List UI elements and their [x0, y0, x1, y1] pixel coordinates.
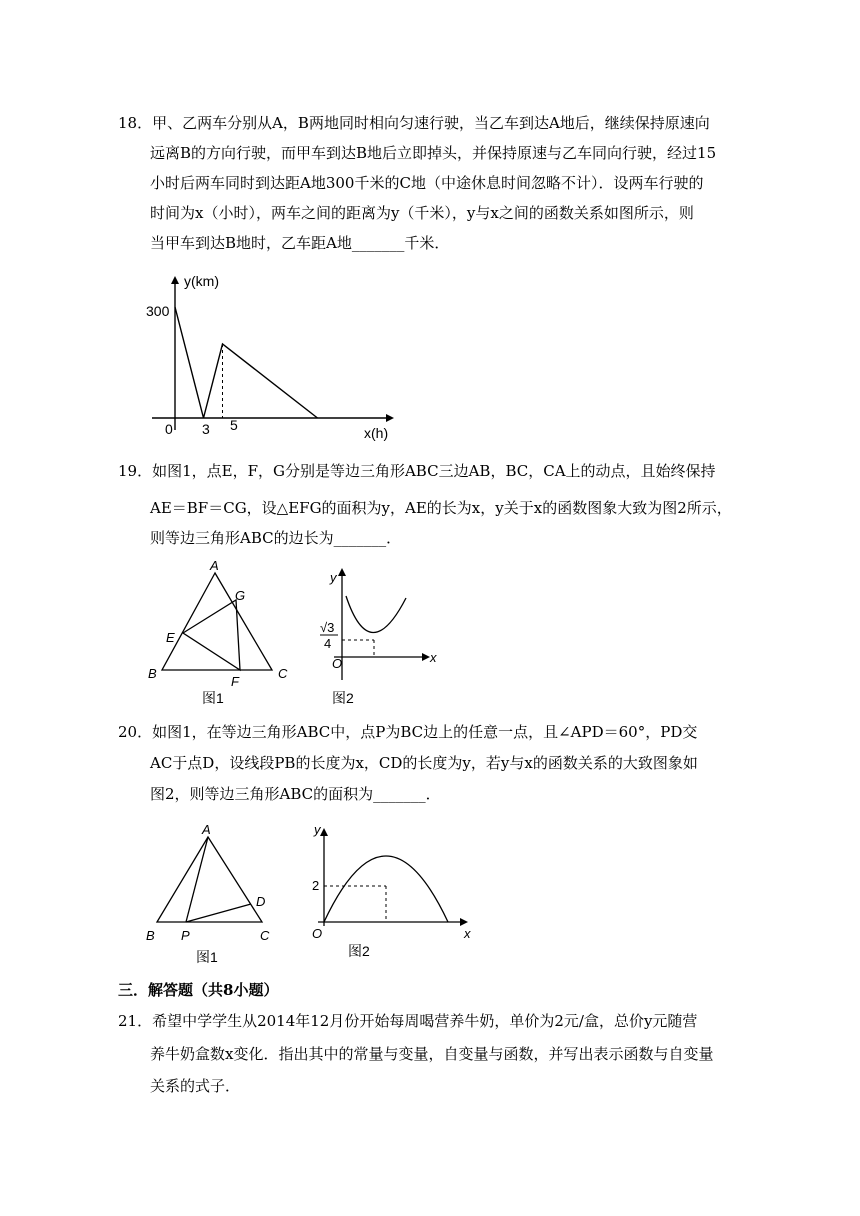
- label-c: C: [278, 666, 288, 681]
- label-b: B: [148, 666, 157, 681]
- y-axis-label: y(km): [184, 273, 219, 289]
- label-d: D: [256, 894, 266, 909]
- label-e: E: [166, 630, 175, 645]
- label-a: A: [202, 822, 211, 837]
- q21-line-3: 关系的式子．: [150, 1077, 241, 1095]
- x-label: x: [430, 650, 437, 665]
- label-c: C: [260, 928, 270, 943]
- x-axis-arrow: [386, 414, 394, 422]
- sqrt3-label: √3: [320, 620, 335, 635]
- y-axis-arrow: [171, 276, 179, 284]
- q19-line-2: AE＝BF＝CG，设△EFG的面积为y，AE的长为x，y关于x的函数图象大致为图2所示，: [150, 499, 732, 517]
- figure-1-caption: 图1: [202, 690, 224, 706]
- figure-2-caption: 图2: [332, 690, 354, 706]
- q18-distance-time-chart: [140, 268, 400, 448]
- q20-line-3: 图2，则等边三角形ABC的面积为_______．: [150, 785, 441, 803]
- y-label: y: [314, 822, 321, 837]
- q18-line-2: 远离B的方向行驶，而甲车到达B地后立即掉头，并保持原速与乙车同向行驶，经过15: [150, 144, 717, 162]
- x-tick-0: 0: [165, 421, 173, 437]
- q21-line-2: 养牛奶盒数x变化．指出其中的常量与变量，自变量与函数，并写出表示函数与自变量: [150, 1045, 714, 1063]
- figure-2-caption: 图2: [348, 943, 370, 959]
- section-heading: 三．解答题（共8小题）: [118, 981, 279, 999]
- x-axis-arrow: [460, 918, 468, 926]
- label-p: P: [181, 928, 190, 943]
- q19-line-3: 则等边三角形ABC的边长为_______．: [150, 529, 402, 547]
- y-label: y: [330, 570, 337, 585]
- segment-pd: [186, 904, 251, 922]
- figure-1-caption: 图1: [196, 949, 218, 965]
- q19-line-1: 19．如图1，点E，F，G分别是等边三角形ABC三边AB，BC，CA上的动点，且始终保持: [118, 462, 716, 480]
- y-axis-arrow: [338, 568, 346, 576]
- y-axis-arrow: [320, 828, 328, 836]
- q20-figure-2: [300, 820, 480, 970]
- x-axis-label: x(h): [364, 425, 389, 441]
- x-tick-5: 5: [230, 417, 238, 433]
- q18-line-3: 小时后两车同时到达距A地300千米的C地（中途休息时间忽略不计）．设两车行驶的: [150, 174, 704, 192]
- triangle-efg: [183, 600, 240, 670]
- q19-figure-1: [144, 558, 294, 708]
- q21-line-1: 21．希望中学学生从2014年12月份开始每周喝营养牛奶，单价为2元/盒，总价y元随营: [118, 1012, 698, 1030]
- two-label: 2: [312, 878, 320, 893]
- label-f: F: [231, 674, 239, 689]
- q20-line-1: 20．如图1，在等边三角形ABC中，点P为BC边上的任意一点，且∠APD＝60°，PD交: [118, 723, 698, 741]
- q18-line-1: 18．甲、乙两车分别从A，B两地同时相向匀速行驶，当乙车到达A地后，继续保持原速向: [118, 114, 710, 132]
- q20-figure-1: [142, 820, 292, 970]
- q20-line-2: AC于点D，设线段PB的长度为x，CD的长度为y，若y与x的函数关系的大致图象如: [150, 754, 698, 772]
- triangle-abc: [157, 837, 262, 922]
- four-label: 4: [324, 636, 332, 651]
- label-b: B: [146, 928, 155, 943]
- origin-label: O: [312, 926, 323, 941]
- segment-ap: [186, 837, 208, 922]
- q18-line-4: 时间为x（小时），两车之间的距离为y（千米），y与x之间的函数关系如图所示，则: [150, 204, 694, 222]
- label-g: G: [235, 588, 246, 603]
- x-label: x: [464, 926, 471, 941]
- distance-series-line: [175, 307, 318, 418]
- label-a: A: [210, 558, 219, 573]
- parabola-curve: [346, 596, 406, 633]
- x-axis-arrow: [422, 653, 430, 661]
- y-tick-300: 300: [146, 303, 170, 319]
- origin-label: O: [332, 656, 343, 671]
- q18-line-5: 当甲车到达B地时，乙车距A地_______千米．: [150, 234, 450, 252]
- x-tick-3: 3: [202, 421, 210, 437]
- q19-figure-2: [306, 558, 446, 708]
